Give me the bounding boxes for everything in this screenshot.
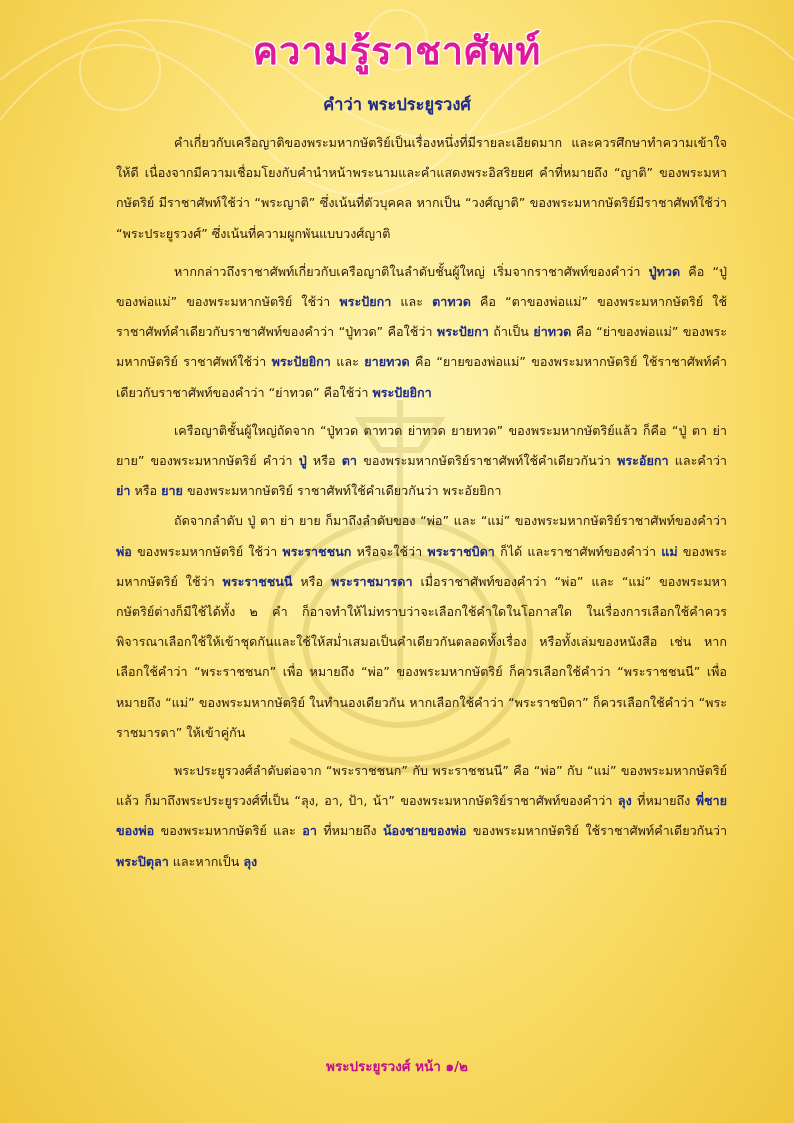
- text-segment: และหากเป็น: [168, 853, 244, 869]
- text-segment: ที่หมายถึง: [316, 823, 383, 839]
- text-segment: เครือญาติชั้นผู้ใหญ่ถัดจาก “ปู่ทวด ตาทวด ย่าทวด ยายทวด” ของพระมหากษัตริย์แล้ว ก็คือ “ปู่ ตา ย่า ยาย” ของพระมหากษัตริย์ คำว่า: [116, 422, 727, 469]
- text-segment: หรือ: [306, 453, 342, 469]
- page-footer: พระประยูรวงศ์ หน้า ๑/๒: [326, 1059, 468, 1075]
- paragraph: [116, 416, 727, 507]
- text-segment: คำเกี่ยวกับเครือญาติของพระมหากษัตริย์เป็นเรื่องหนึ่งที่มีรายละเอียดมาก และควรศึกษาทำความเข้าใจให้ดี เนื่องจากมีความเชื่อมโยงกับคำนำหน้าพระนามและคำแสดงพระอิสริยยศ คำที่หมายถึง “ญาติ” ของพระมหากษัตริย์ มีราชาศัพท์ใช้ว่า “พระญาติ” ซึ่งเน้นที่ตัวบุคคล หากเป็น “วงศ์ญาติ” ของพระมหากษัตริย์มีราชาศัพท์ใช้ว่า “พระประยูรวงศ์” ซึ่งเน้นที่ความผูกพันแบบวงศ์ญาติ: [116, 135, 727, 241]
- text-segment: ถัดจากลำดับ ปู่ ตา ย่า ยาย ก็มาถึงลำดับของ “พ่อ” และ “แม่” ของพระมหากษัตริย์ราชาศัพท์ของคำว่า: [174, 513, 727, 529]
- key-term: พี่ชายของพ่อ: [116, 793, 727, 839]
- key-term: ตา: [341, 453, 358, 469]
- page-subtitle: คำว่า พระประยูรวงศ์: [323, 95, 471, 114]
- text-segment: และ: [391, 294, 433, 310]
- key-term: ลุง: [243, 853, 258, 869]
- key-term: ยาย: [161, 483, 183, 499]
- key-term: พระราชชนก: [282, 543, 352, 559]
- key-term: ปู่: [298, 453, 307, 469]
- paragraph: [116, 506, 727, 748]
- text-segment: ของพระมหากษัตริย์ราชาศัพท์ใช้คำเดียวกันว่า: [357, 453, 618, 469]
- key-term: พระปัยกา: [339, 294, 392, 310]
- key-term: พระราชบิดา: [427, 543, 495, 559]
- key-term: พระราชมารดา: [330, 573, 413, 589]
- key-term: อา: [302, 823, 317, 839]
- key-term: ตาทวด: [432, 294, 471, 310]
- text-segment: คือ “ยายของพ่อแม่” ของพระมหากษัตริย์ ใช้ราชาศัพท์คำเดียวกับราชาศัพท์ของคำว่า “ย่าทวด” คือใช้ว่า: [116, 354, 727, 400]
- text-segment: และคำว่า: [668, 453, 727, 469]
- key-term: พระราชชนนี: [222, 573, 293, 589]
- key-term: ลุง: [617, 793, 632, 809]
- key-term: น้องชายของพ่อ: [382, 823, 467, 839]
- text-segment: ของพระมหากษัตริย์ ใช้ว่า: [116, 543, 727, 589]
- text-segment: ที่หมายถึง: [631, 793, 696, 809]
- text-segment: ของพระมหากษัตริย์ ใช้ราชาศัพท์คำเดียวกันว่า: [466, 823, 728, 839]
- text-segment: ถ้าเป็น: [488, 324, 534, 340]
- text-segment: ของพระมหากษัตริย์ ราชาศัพท์ใช้คำเดียวกันว่า พระอัยยิกา: [182, 483, 502, 499]
- key-term: พระปิตุลา: [116, 853, 169, 869]
- text-segment: หรือ: [130, 483, 162, 499]
- text-segment: หรือ: [292, 573, 331, 589]
- page-title: ความรู้ราชาศัพท์: [252, 29, 542, 73]
- key-term: แม่: [661, 543, 678, 559]
- key-term: ย่า: [116, 483, 131, 499]
- text-segment: หากกล่าวถึงราชาศัพท์เกี่ยวกับเครือญาติในลำดับชั้นผู้ใหญ่ เริ่มจากราชาศัพท์ของคำว่า: [174, 263, 649, 279]
- key-term: ยายทวด: [364, 354, 410, 370]
- text-segment: และ: [330, 354, 365, 370]
- text-segment: ของพระมหากษัตริย์ และ: [154, 823, 303, 839]
- text-segment: คือ “ปู่ของพ่อแม่” ของพระมหากษัตริย์ ใช้ว่า: [116, 263, 727, 310]
- key-term: ย่าทวด: [533, 324, 572, 340]
- key-term: พระปัยกา: [436, 324, 489, 340]
- text-segment: คือ “ย่าของพ่อแม่” ของพระมหากษัตริย์ ราชาศัพท์ใช้ว่า: [116, 324, 727, 370]
- text-segment: ของพระมหากษัตริย์ ใช้ว่า: [131, 543, 283, 559]
- text-segment: ก็ได้ และราชาศัพท์ของคำว่า: [494, 543, 662, 559]
- text-segment: คือ “ตาของพ่อแม่” ของพระมหากษัตริย์ ใช้ราชาศัพท์คำเดียวกับราชาศัพท์ของคำว่า “ปู่ทวด” คือใช้ว่า: [116, 294, 727, 340]
- paragraph: [116, 128, 727, 249]
- paragraph: [116, 756, 727, 877]
- article-body: [116, 128, 727, 877]
- text-segment: เมื่อราชาศัพท์ของคำว่า “พ่อ” และ “แม่” ของพระมหากษัตริย์ต่างก็มีใช้ได้ทั้ง ๒ คำ ก็อาจทำให้ไม่ทราบว่าจะเลือกใช้คำใดในโอกาสใด ในเรื่องการเลือกใช้คำควรพิจารณาเลือกใช้ให้เข้าชุดกันและใช้ให้สม่ำเสมอเป็นคำเดียวกันตลอดทั้งเรื่อง หรือทั้งเล่มของหนังสือ เช่น หากเลือกใช้คำว่า “พระราชชนก” เพื่อ หมายถึง “พ่อ” ของพระมหากษัตริย์ ก็ควรเลือกใช้คำว่า “พระราชชนนี” เพื่อหมายถึง “แม่” ของพระมหากษัตริย์ ในทำนองเดียวกัน หากเลือกใช้คำว่า “พระราชบิดา” ก็ควรเลือกใช้คำว่า “พระราชมารดา” ให้เข้าคู่กัน: [116, 573, 727, 740]
- key-term: พระปัยยิกา: [372, 384, 432, 400]
- key-term: พ่อ: [116, 543, 132, 559]
- key-term: ปู่ทวด: [648, 263, 681, 279]
- text-segment: พระประยูรวงศ์ลำดับต่อจาก “พระราชชนก” กับ พระราชชนนี” คือ “พ่อ” กับ “แม่” ของพระมหากษัตริย์แล้ว ก็มาถึงพระประยูรวงศ์ที่เป็น “ลุง, อา, ป้า, น้า” ของพระมหากษัตริย์ราชาศัพท์ของคำว่า: [116, 763, 727, 809]
- key-term: พระอัยกา: [617, 453, 669, 469]
- paragraph: [116, 257, 727, 408]
- key-term: พระปัยยิกา: [271, 354, 331, 370]
- text-segment: หรือจะใช้ว่า: [351, 543, 428, 559]
